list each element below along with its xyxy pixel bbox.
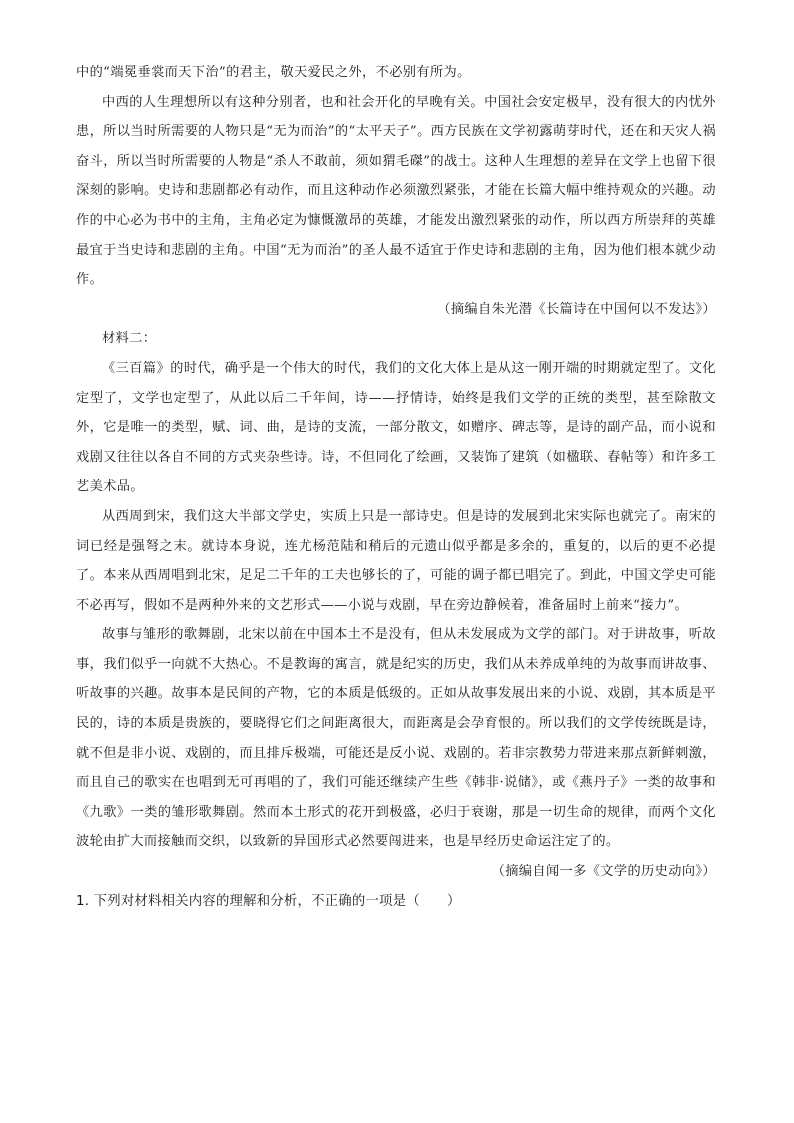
question-1: 1. 下列对材料相关内容的理解和分析，不正确的一项是（ ） — [76, 893, 461, 909]
material2-label: 材料二： — [102, 331, 157, 347]
material1-paragraph-tail: 中的“端冕垂裳而天下治”的君主，敬天爱民之外，不必别有所为。 — [76, 65, 471, 80]
material1-paragraph-2: 中西的人生理想所以有这种分别者，也和社会开化的早晚有关。中国社会安定极早，没有很大的内忧外患，所以当时所需要的人物只是“无为而治”的“太平天子”。西方民族在文学初露萌芽时代，还在和天灾人祸奋斗，所以当时所需要的人物是“杀人不敢前，须如猬毛磔”的战士。这种人生理想的差异在文学上也留下很深刻的影响。史诗和悲剧都必有动作，而且这种动作必须激烈紧张，才能在长篇大幅中维持观众的兴趣。动作的中心必为书中的主角，主角必定为慷慨激昂的英雄，才能发出激烈紧张的动作，所以西方所崇拜的英雄最宜于当史诗和悲剧的主角。中国“无为而治”的圣人最不适宜于作史诗和悲剧的主角，因为他们根本就少动作。 — [76, 94, 717, 288]
material2-paragraph-3: 故事与雏形的歌舞剧，北宋以前在中国本土不是没有，但从未发展成为文学的部门。对于讲故事，听故事，我们似乎一向就不大热心。不是教诲的寓言，就是纪实的历史，我们从未养成单纯的为故事而讲故事、听故事的兴趣。故事本是民间的产物，它的本质是低级的。正如从故事发展出来的小说、戏剧，其本质是平民的，诗的本质是贵族的，要晓得它们之间距离很大，而距离是会孕育恨的。所以我们的文学传统既是诗，就不但是非小说、戏剧的，而且排斥极端，可能还是反小说、戏剧的。若非宗教势力带进来那点新鲜刺激，而且自己的歌实在也唱到无可再唱的了，我们可能还继续产生些《韩非·说储》，或《燕丹子》一类的故事和《九歌》一类的雏形歌舞剧。然而本土形式的花开到极盛，必归于衰谢，那是一切生命的规律，而两个文化波轮由扩大而接触而交织，以致新的异国形式必然要闯进来，也是早经历史命运注定了的。 — [76, 627, 716, 850]
material2-paragraph-2: 从西周到宋，我们这大半部文学史，实质上只是一部诗史。但是诗的发展到北宋实际也就完了。南宋的词已经是强弩之末。就诗本身说，连尤杨范陆和稍后的元遗山似乎都是多余的，重复的，以后的更不必提了。本来从西周唱到北宋，足足二千年的工夫也够长的了，可能的调子都已唱完了。到此，中国文学史可能不必再写，假如不是两种外来的文艺形式——小说与戏剧，早在旁边静候着，准备届时上前来“接力”。 — [76, 508, 716, 613]
material1-source: （摘编自朱光潜《长篇诗在中国何以不发达》） — [437, 301, 716, 317]
material2-paragraph-1: 《三百篇》的时代，确乎是一个伟大的时代，我们的文化大体上是从这一刚开端的时期就定型了。文化定型了，文学也定型了，从此以后二千年间，诗——抒情诗，始终是我们文学的正统的类型，甚至除散文外，它是唯一的类型，赋、词、曲，是诗的支流，一部分散文，如赠序、碑志等，是诗的副产品，而小说和戏剧又往往以各自不同的方式夹杂些诗。诗，不但同化了绘画，又装饰了建筑（如楹联、春帖等）和许多工艺美术品。 — [76, 360, 716, 495]
material2-source: （摘编自闻一多《文学的历史动向》） — [491, 864, 716, 880]
document-page — [76, 58, 716, 916]
